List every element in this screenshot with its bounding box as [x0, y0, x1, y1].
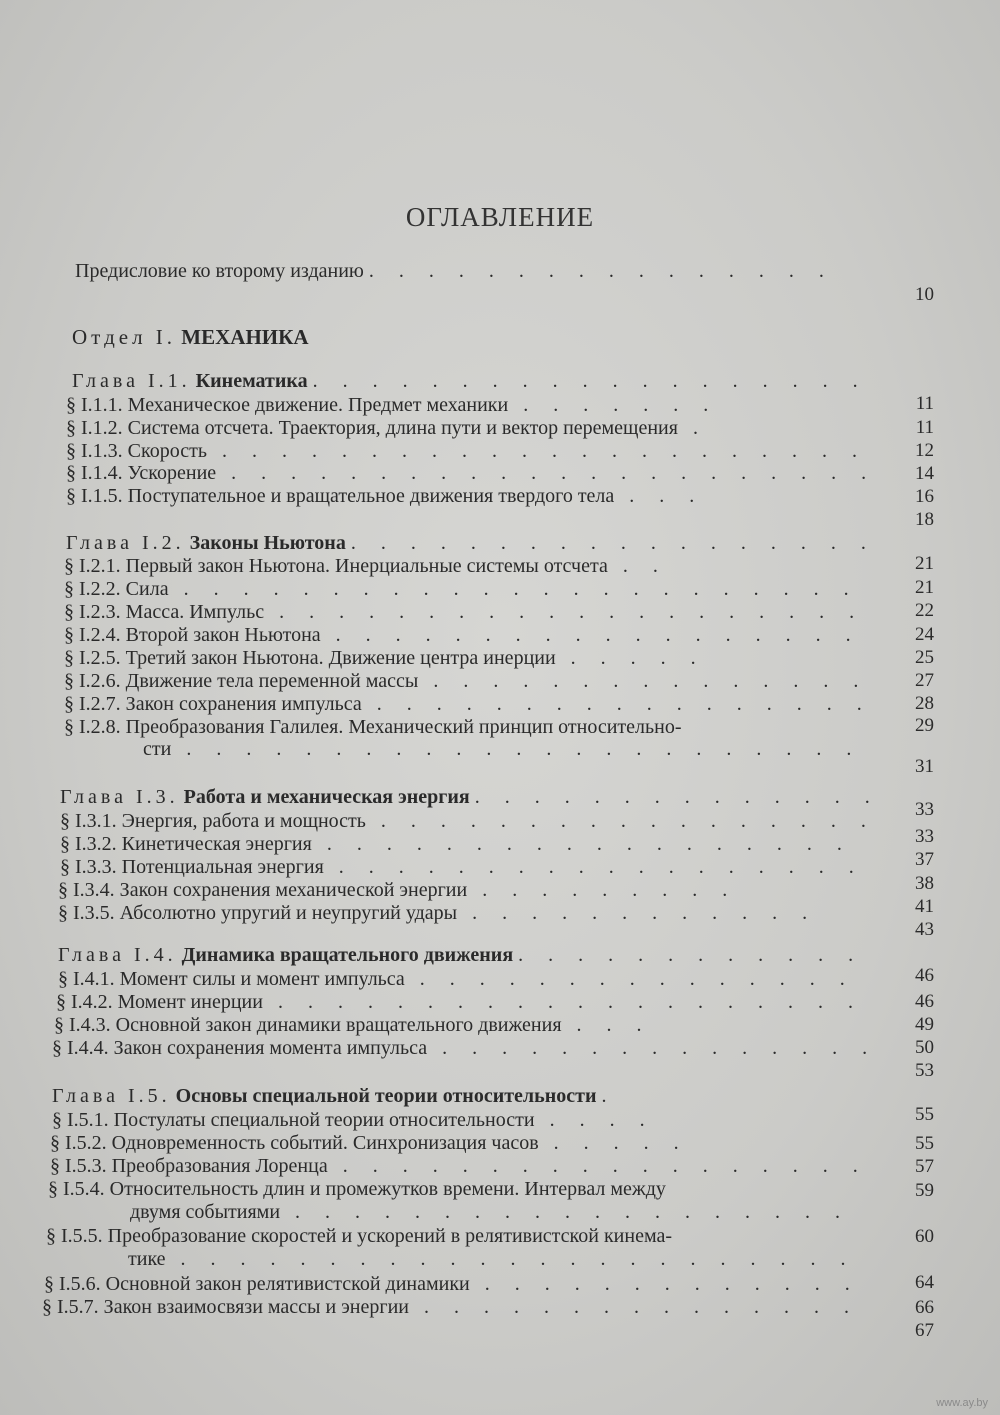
leader-dots: . . . . . . . . . . . . . . — [474, 786, 880, 808]
section-page: 46 — [915, 991, 934, 1012]
section-page: 16 — [915, 486, 934, 507]
toc-section: § I.1.3. Скорость . . . . . . . . . . . . . . . . . . . . . . — [66, 440, 867, 462]
section-page: 59 — [915, 1180, 934, 1201]
chapter-heading — [60, 786, 880, 808]
toc-section: § I.3.4. Закон сохранения механической энергии . . . . . . . . . — [58, 879, 738, 901]
section-page: 57 — [915, 1156, 934, 1177]
chapter-name: Кинематика — [195, 370, 308, 392]
toc-section: § I.5.7. Закон взаимосвязи массы и энергии . . . . . . . . . . . . . . . — [42, 1296, 859, 1318]
section-page: 33 — [915, 826, 934, 847]
chapter-page: 46 — [915, 965, 934, 986]
section-page: 38 — [915, 873, 934, 894]
section-page: 22 — [915, 600, 934, 621]
toc-section: § I.1.2. Система отсчета. Траектория, длина пути и вектор перемещения . — [66, 417, 708, 439]
chapter-page: 11 — [915, 393, 934, 414]
leader-dots: . . . . . . . . . . . . . . . . . . — [350, 532, 876, 554]
toc-section: § I.1.4. Ускорение . . . . . . . . . . . . . . . . . . . . . . — [66, 462, 877, 484]
chapter-name: Основы специальной теории относительности — [175, 1085, 597, 1107]
chapter-label: Глава I.1. — [72, 370, 191, 392]
section-page: 24 — [915, 624, 934, 645]
toc-section: § I.5.1. Постулаты специальной теории относительности . . . . — [52, 1109, 655, 1131]
section-page: 43 — [915, 919, 934, 940]
section-page: 53 — [915, 1060, 934, 1081]
preface-entry — [75, 260, 834, 282]
part-heading — [72, 326, 309, 348]
toc-section: § I.4.1. Момент силы и момент импульса . . . . . . . . . . . . . . . — [58, 968, 855, 990]
section-page: 60 — [915, 1226, 934, 1247]
chapter-heading — [58, 944, 863, 966]
toc-section: § I.3.5. Абсолютно упругий и неупругий удары . . . . . . . . . . . . — [58, 902, 818, 924]
section-page: 21 — [915, 577, 934, 598]
chapter-name: Работа и механическая энергия — [183, 786, 470, 808]
chapter-heading — [66, 532, 876, 554]
section-page: 28 — [915, 693, 934, 714]
chapter-label: Глава I.2. — [66, 532, 185, 554]
toc-section: § I.5.2. Одновременность событий. Синхронизация часов . . . . . — [50, 1132, 689, 1154]
chapter-label: Глава I.5. — [52, 1085, 171, 1107]
toc-section: § I.1.5. Поступательное и вращательное движения твердого тела . . . — [66, 485, 705, 507]
toc-section: § I.4.2. Момент инерции . . . . . . . . . . . . . . . . . . . . — [56, 991, 863, 1013]
leader-dots: . — [601, 1085, 617, 1107]
chapter-heading — [72, 370, 868, 392]
toc-section: § I.5.6. Основной закон релятивистской динамики . . . . . . . . . . . . . — [44, 1273, 860, 1295]
toc-section-continued: двумя событиями . . . . . . . . . . . . . . . . . . . — [130, 1201, 851, 1223]
section-page: 12 — [915, 440, 934, 461]
section-page: 67 — [915, 1320, 934, 1341]
toc-section: § I.2.2. Сила . . . . . . . . . . . . . . . . . . . . . . . — [64, 578, 859, 600]
part-label: Отдел I. — [72, 325, 177, 349]
section-page: 41 — [915, 896, 934, 917]
toc-section: § I.3.1. Энергия, работа и мощность . . . . . . . . . . . . . . . . . — [60, 810, 876, 832]
section-page: 49 — [915, 1014, 934, 1035]
chapter-page: 21 — [915, 553, 934, 574]
section-page: 25 — [915, 647, 934, 668]
page-title: ОГЛАВЛЕНИЕ — [405, 202, 595, 232]
toc-section: § I.2.5. Третий закон Ньютона. Движение центра инерции . . . . . — [64, 647, 706, 669]
chapter-name: Динамика вращательного движения — [181, 944, 514, 966]
toc-section: § I.5.4. Относительность длин и промежутков времени. Интервал между — [48, 1178, 666, 1200]
toc-section: § I.3.2. Кинетическая энергия . . . . . . . . . . . . . . . . . . — [60, 833, 852, 855]
toc-section: § I.2.8. Преобразования Галилея. Механический принцип относительно- — [64, 716, 682, 738]
toc-section: § I.4.4. Закон сохранения момента импульса . . . . . . . . . . . . . . . — [52, 1037, 878, 1059]
toc-section: § I.5.3. Преобразования Лоренца . . . . . . . . . . . . . . . . . . — [50, 1155, 868, 1177]
toc-section: § I.2.6. Движение тела переменной массы . . . . . . . . . . . . . . . — [64, 670, 869, 692]
toc-section: § I.2.4. Второй закон Ньютона . . . . . . . . . . . . . . . . . . — [64, 624, 861, 646]
leader-dots: . . . . . . . . . . . . . . . . . . . — [312, 370, 868, 392]
leader-dots: . . . . . . . . . . . . — [518, 944, 864, 966]
section-page: 31 — [915, 756, 934, 777]
toc-section: § I.3.3. Потенциальная энергия . . . . . . . . . . . . . . . . . . — [60, 856, 864, 878]
toc-section: § I.4.3. Основной закон динамики вращательного движения . . . — [54, 1014, 652, 1036]
chapter-label: Глава I.4. — [58, 944, 177, 966]
part-name: МЕХАНИКА — [181, 325, 309, 349]
section-page: 11 — [915, 417, 934, 438]
toc-section-continued: тике . . . . . . . . . . . . . . . . . . . . . . . — [128, 1248, 856, 1270]
section-page: 50 — [915, 1037, 934, 1058]
chapter-heading — [52, 1085, 616, 1107]
toc-section: § I.1.1. Механическое движение. Предмет механики . . . . . . . — [66, 394, 719, 416]
chapter-label: Глава I.3. — [60, 786, 179, 808]
watermark: www.ay.by — [936, 1397, 988, 1409]
section-page: 66 — [915, 1297, 934, 1318]
chapter-page: 55 — [915, 1104, 934, 1125]
section-page: 27 — [915, 670, 934, 691]
toc-section: § I.2.3. Масса. Импульс . . . . . . . . . . . . . . . . . . . . — [64, 601, 865, 623]
section-page: 29 — [915, 715, 934, 736]
section-page: 55 — [915, 1133, 934, 1154]
section-page: 14 — [915, 463, 934, 484]
section-page: 64 — [915, 1272, 934, 1293]
chapter-page: 33 — [915, 799, 934, 820]
section-page: 18 — [915, 509, 934, 530]
toc-section: § I.5.5. Преобразование скоростей и ускорений в релятивистской кинема- — [46, 1225, 672, 1247]
toc-section: § I.2.7. Закон сохранения импульса . . . . . . . . . . . . . . . . . — [64, 693, 872, 715]
toc-section: § I.2.1. Первый закон Ньютона. Инерциальные системы отсчета . . — [64, 555, 668, 577]
leader-dots: . . . . . . . . . . . . . . . . — [368, 260, 834, 282]
preface-page: 10 — [915, 284, 934, 305]
toc-section-continued: сти . . . . . . . . . . . . . . . . . . . . . . . — [143, 738, 862, 760]
chapter-name: Законы Ньютона — [189, 532, 346, 554]
preface-text: Предисловие ко второму изданию — [75, 260, 364, 282]
section-page: 37 — [915, 849, 934, 870]
